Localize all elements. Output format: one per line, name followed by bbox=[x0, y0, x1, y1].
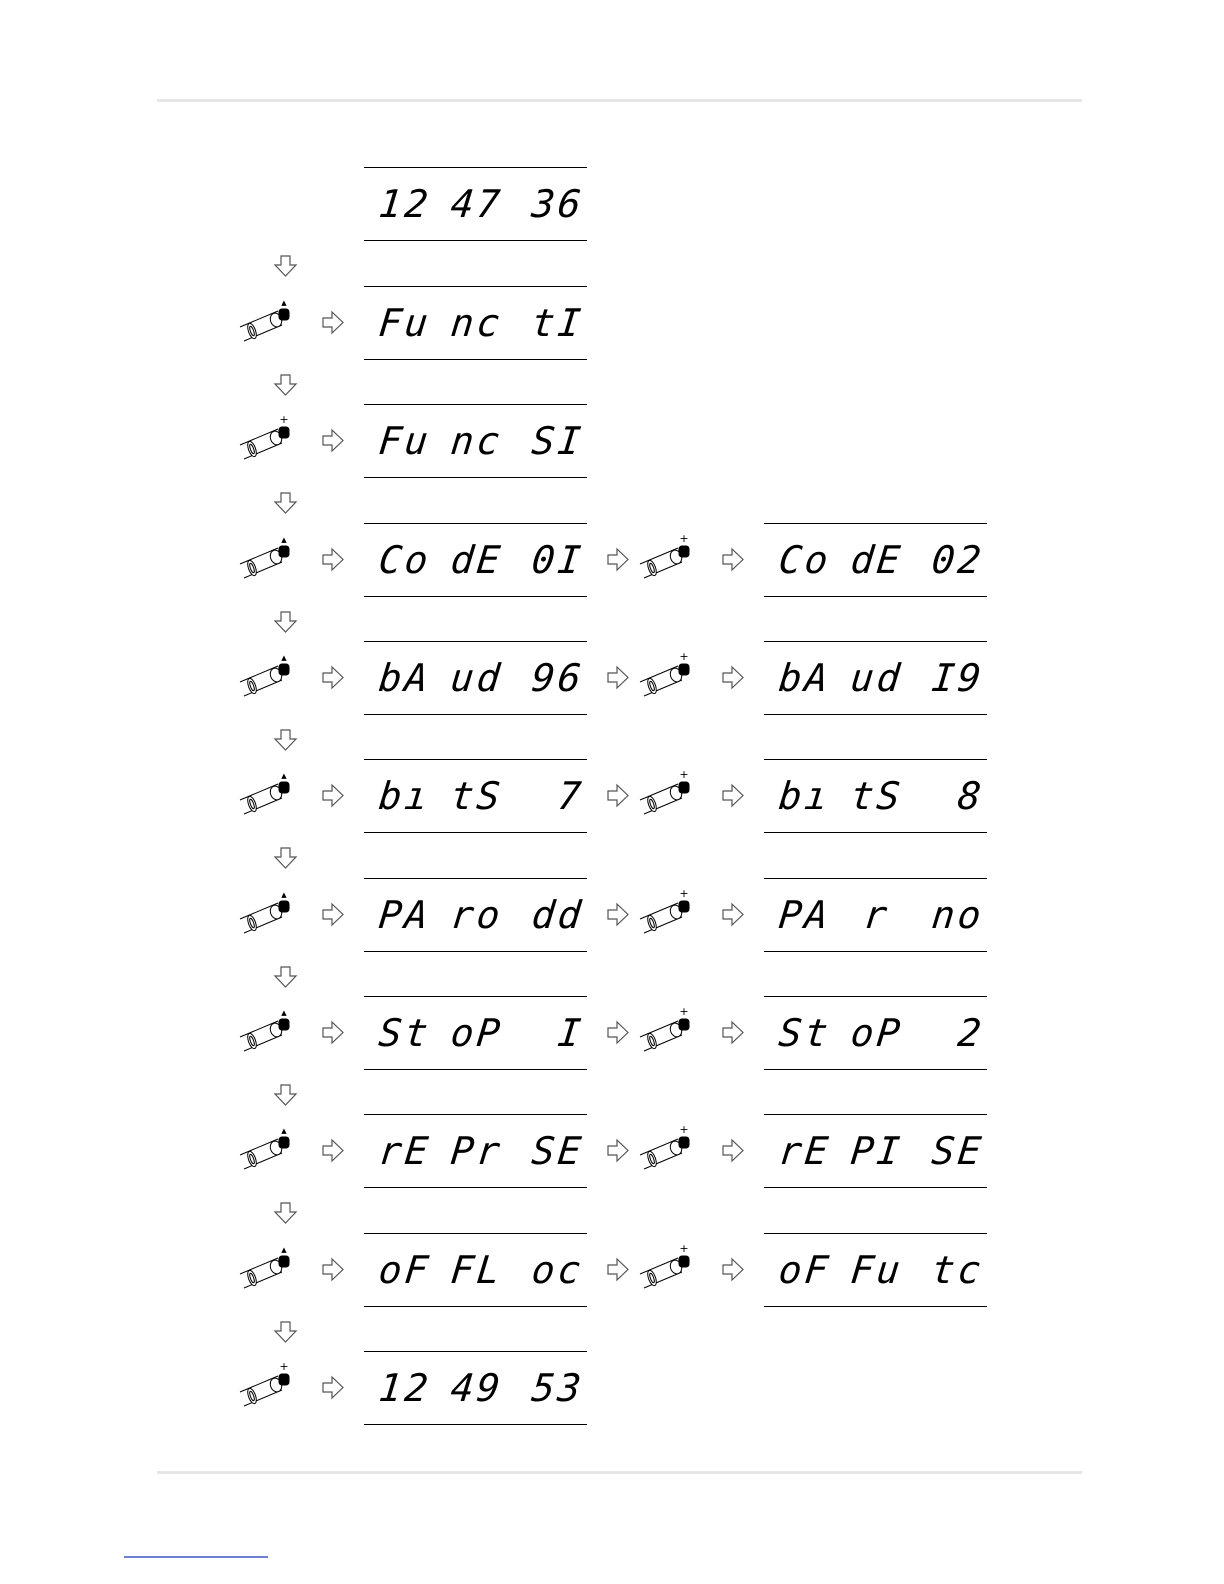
lcd-text: ud bbox=[848, 656, 906, 700]
lcd-digit-group bbox=[770, 1013, 840, 1053]
lcd-text: bı bbox=[776, 774, 834, 818]
lcd-digit-group bbox=[514, 538, 587, 582]
lcd-digit-group bbox=[770, 895, 840, 935]
lcd-display-right bbox=[764, 641, 987, 715]
up-key-symbol: ▲ bbox=[281, 772, 287, 780]
lcd-text: 7 bbox=[555, 774, 587, 818]
lcd-text: SE bbox=[929, 1129, 987, 1173]
lcd-digit-group bbox=[442, 1250, 512, 1290]
lcd-display-left bbox=[364, 1351, 587, 1425]
lcd-text: FL bbox=[448, 1248, 506, 1292]
rotary-knob-plus-key-icon[interactable] bbox=[638, 1123, 694, 1173]
lcd-display-right bbox=[764, 1114, 987, 1188]
plus-key-symbol: + bbox=[679, 1005, 689, 1018]
lcd-digit-group bbox=[842, 540, 912, 580]
lcd-text: tS bbox=[848, 774, 906, 818]
lcd-text: I bbox=[555, 1011, 587, 1055]
plus-key-symbol: + bbox=[679, 887, 689, 900]
lcd-digit-group bbox=[370, 540, 440, 580]
lcd-digit-group bbox=[370, 1131, 440, 1171]
lcd-text: dE bbox=[448, 538, 506, 582]
lcd-display-right bbox=[764, 523, 987, 597]
lcd-digit-group bbox=[914, 538, 987, 582]
right-arrow-icon bbox=[720, 1020, 746, 1046]
lcd-digit-group bbox=[514, 301, 587, 345]
lcd-digit-group bbox=[842, 1250, 912, 1290]
rotary-knob-plus-key-icon[interactable] bbox=[638, 1242, 694, 1292]
up-key-symbol: ▲ bbox=[281, 536, 287, 544]
lcd-text: 8 bbox=[955, 774, 987, 818]
plus-key-symbol: + bbox=[279, 1360, 289, 1373]
plus-key-symbol: + bbox=[279, 413, 289, 426]
lcd-text: no bbox=[929, 893, 987, 937]
lcd-text: 12 bbox=[376, 1366, 434, 1410]
lcd-text: Fu bbox=[376, 419, 434, 463]
lcd-text: PA bbox=[376, 893, 434, 937]
lcd-text: oc bbox=[529, 1248, 587, 1292]
lcd-digit-group bbox=[770, 776, 840, 816]
lcd-digit-group bbox=[514, 182, 587, 226]
lcd-display-left bbox=[364, 878, 587, 952]
right-arrow-icon bbox=[605, 547, 631, 573]
lcd-digit-group bbox=[442, 658, 512, 698]
lcd-text: PI bbox=[848, 1129, 906, 1173]
lcd-digit-group bbox=[514, 1011, 587, 1055]
lcd-display-right bbox=[764, 996, 987, 1070]
lcd-display-right bbox=[764, 878, 987, 952]
plus-key-symbol: + bbox=[679, 650, 689, 663]
up-key-symbol: ▲ bbox=[281, 891, 287, 899]
lcd-digit-group bbox=[442, 540, 512, 580]
lcd-digit-group bbox=[514, 774, 587, 818]
right-arrow-icon bbox=[605, 783, 631, 809]
lcd-text: 47 bbox=[448, 182, 506, 226]
lcd-display-left bbox=[364, 996, 587, 1070]
rotary-knob-up-key-icon[interactable] bbox=[238, 1242, 294, 1292]
lcd-text: SI bbox=[529, 419, 587, 463]
plus-key-symbol: + bbox=[679, 1242, 689, 1255]
lcd-digit-group bbox=[370, 303, 440, 343]
lcd-text: dE bbox=[848, 538, 906, 582]
lcd-text: 53 bbox=[529, 1366, 587, 1410]
lcd-text: 36 bbox=[529, 182, 587, 226]
rotary-knob-plus-key-icon[interactable] bbox=[638, 887, 694, 937]
rotary-knob-plus-key-icon[interactable] bbox=[638, 532, 694, 582]
down-arrow-icon bbox=[273, 845, 299, 871]
lcd-digit-group bbox=[442, 303, 512, 343]
lcd-text: St bbox=[376, 1011, 434, 1055]
down-arrow-icon bbox=[273, 727, 299, 753]
lcd-digit-group bbox=[514, 656, 587, 700]
lcd-digit-group bbox=[514, 893, 587, 937]
lcd-digit-group bbox=[370, 1368, 440, 1408]
lcd-digit-group bbox=[770, 540, 840, 580]
down-arrow-icon bbox=[273, 253, 299, 279]
lcd-text: 02 bbox=[929, 538, 987, 582]
right-arrow-icon bbox=[720, 1138, 746, 1164]
rotary-knob-up-key-icon[interactable] bbox=[238, 887, 294, 937]
lcd-digit-group bbox=[442, 1131, 512, 1171]
lcd-display-left bbox=[364, 523, 587, 597]
lcd-digit-group bbox=[370, 895, 440, 935]
lcd-digit-group bbox=[914, 656, 987, 700]
lcd-digit-group bbox=[442, 421, 512, 461]
right-arrow-icon bbox=[720, 783, 746, 809]
right-arrow-icon bbox=[605, 1020, 631, 1046]
lcd-digit-group bbox=[370, 1250, 440, 1290]
right-arrow-icon bbox=[320, 1257, 346, 1283]
lcd-text: PA bbox=[776, 893, 834, 937]
lcd-text: rE bbox=[376, 1129, 434, 1173]
rotary-knob-plus-key-icon[interactable] bbox=[238, 1360, 294, 1410]
right-arrow-icon bbox=[320, 902, 346, 928]
right-arrow-icon bbox=[605, 902, 631, 928]
lcd-text: tI bbox=[529, 301, 587, 345]
down-arrow-icon bbox=[273, 1319, 299, 1345]
lcd-display-left bbox=[364, 1233, 587, 1307]
down-arrow-icon bbox=[273, 1200, 299, 1226]
lcd-digit-group bbox=[370, 1013, 440, 1053]
lcd-digit-group bbox=[842, 776, 912, 816]
rotary-knob-up-key-icon[interactable] bbox=[238, 1005, 294, 1055]
lcd-digit-group bbox=[370, 184, 440, 224]
lcd-text: bA bbox=[376, 656, 434, 700]
footer-rule bbox=[157, 1471, 1082, 1474]
right-arrow-icon bbox=[720, 902, 746, 928]
lcd-text: 96 bbox=[529, 656, 587, 700]
footer-link-underline[interactable] bbox=[124, 1556, 268, 1558]
header-rule bbox=[157, 99, 1082, 102]
lcd-display-left bbox=[364, 1114, 587, 1188]
right-arrow-icon bbox=[720, 665, 746, 691]
down-arrow-icon bbox=[273, 964, 299, 990]
lcd-text: 49 bbox=[448, 1366, 506, 1410]
lcd-digit-group bbox=[914, 1011, 987, 1055]
lcd-digit-group bbox=[442, 1013, 512, 1053]
lcd-text: 0I bbox=[529, 538, 587, 582]
lcd-text: oF bbox=[776, 1248, 834, 1292]
up-key-symbol: ▲ bbox=[281, 1246, 287, 1254]
lcd-display-left bbox=[364, 404, 587, 478]
lcd-text: I9 bbox=[929, 656, 987, 700]
lcd-digit-group bbox=[442, 184, 512, 224]
lcd-digit-group bbox=[914, 893, 987, 937]
down-arrow-icon bbox=[273, 609, 299, 635]
plus-key-symbol: + bbox=[679, 1123, 689, 1136]
right-arrow-icon bbox=[320, 547, 346, 573]
lcd-text: tS bbox=[448, 774, 506, 818]
right-arrow-icon bbox=[320, 665, 346, 691]
lcd-digit-group bbox=[370, 658, 440, 698]
lcd-text: nc bbox=[448, 419, 506, 463]
up-key-symbol: ▲ bbox=[281, 1009, 287, 1017]
up-key-symbol: ▲ bbox=[281, 654, 287, 662]
right-arrow-icon bbox=[720, 1257, 746, 1283]
plus-key-symbol: + bbox=[679, 768, 689, 781]
lcd-text: rE bbox=[776, 1129, 834, 1173]
lcd-digit-group bbox=[842, 1013, 912, 1053]
lcd-digit-group bbox=[914, 1248, 987, 1292]
lcd-text: bA bbox=[776, 656, 834, 700]
lcd-digit-group bbox=[370, 421, 440, 461]
right-arrow-icon bbox=[720, 547, 746, 573]
lcd-text: 12 bbox=[376, 182, 434, 226]
rotary-knob-up-key-icon[interactable] bbox=[238, 1123, 294, 1173]
lcd-digit-group bbox=[514, 1129, 587, 1173]
lcd-text: St bbox=[776, 1011, 834, 1055]
lcd-text: r bbox=[861, 893, 893, 937]
lcd-digit-group bbox=[914, 1129, 987, 1173]
lcd-text: oP bbox=[848, 1011, 906, 1055]
right-arrow-icon bbox=[320, 1020, 346, 1046]
right-arrow-icon bbox=[605, 665, 631, 691]
rotary-knob-up-key-icon[interactable] bbox=[238, 295, 294, 345]
lcd-text: nc bbox=[448, 301, 506, 345]
lcd-digit-group bbox=[914, 774, 987, 818]
lcd-text: bı bbox=[376, 774, 434, 818]
lcd-digit-group bbox=[442, 1368, 512, 1408]
right-arrow-icon bbox=[320, 783, 346, 809]
lcd-text: oF bbox=[376, 1248, 434, 1292]
lcd-digit-group bbox=[842, 658, 912, 698]
lcd-digit-group bbox=[514, 1366, 587, 1410]
lcd-text: dd bbox=[529, 893, 587, 937]
lcd-digit-group bbox=[842, 895, 912, 935]
lcd-text: Fu bbox=[848, 1248, 906, 1292]
lcd-text: tc bbox=[929, 1248, 987, 1292]
plus-key-symbol: + bbox=[679, 532, 689, 545]
right-arrow-icon bbox=[320, 310, 346, 336]
lcd-digit-group bbox=[514, 419, 587, 463]
up-key-symbol: ▲ bbox=[281, 1127, 287, 1135]
rotary-knob-plus-key-icon[interactable] bbox=[638, 1005, 694, 1055]
right-arrow-icon bbox=[320, 1138, 346, 1164]
right-arrow-icon bbox=[605, 1138, 631, 1164]
right-arrow-icon bbox=[320, 428, 346, 454]
lcd-digit-group bbox=[842, 1131, 912, 1171]
lcd-display-left bbox=[364, 167, 587, 241]
lcd-text: ro bbox=[448, 893, 506, 937]
rotary-knob-plus-key-icon[interactable] bbox=[638, 768, 694, 818]
lcd-display-left bbox=[364, 759, 587, 833]
down-arrow-icon bbox=[273, 1082, 299, 1108]
lcd-digit-group bbox=[770, 658, 840, 698]
rotary-knob-plus-key-icon[interactable] bbox=[238, 413, 294, 463]
right-arrow-icon bbox=[320, 1375, 346, 1401]
rotary-knob-plus-key-icon[interactable] bbox=[638, 650, 694, 700]
lcd-digit-group bbox=[442, 895, 512, 935]
down-arrow-icon bbox=[273, 372, 299, 398]
lcd-digit-group bbox=[770, 1250, 840, 1290]
down-arrow-icon bbox=[273, 490, 299, 516]
lcd-display-right bbox=[764, 759, 987, 833]
rotary-knob-up-key-icon[interactable] bbox=[238, 768, 294, 818]
lcd-digit-group bbox=[514, 1248, 587, 1292]
lcd-digit-group bbox=[442, 776, 512, 816]
lcd-text: Co bbox=[776, 538, 834, 582]
lcd-text: 2 bbox=[955, 1011, 987, 1055]
lcd-text: oP bbox=[448, 1011, 506, 1055]
lcd-text: SE bbox=[529, 1129, 587, 1173]
lcd-text: Fu bbox=[376, 301, 434, 345]
lcd-text: ud bbox=[448, 656, 506, 700]
right-arrow-icon bbox=[605, 1257, 631, 1283]
lcd-digit-group bbox=[770, 1131, 840, 1171]
up-key-symbol: ▲ bbox=[281, 299, 287, 307]
lcd-text: Pr bbox=[448, 1129, 506, 1173]
lcd-display-left bbox=[364, 286, 587, 360]
rotary-knob-up-key-icon[interactable] bbox=[238, 650, 294, 700]
lcd-text: Co bbox=[376, 538, 434, 582]
lcd-digit-group bbox=[370, 776, 440, 816]
rotary-knob-up-key-icon[interactable] bbox=[238, 532, 294, 582]
lcd-display-right bbox=[764, 1233, 987, 1307]
lcd-display-left bbox=[364, 641, 587, 715]
